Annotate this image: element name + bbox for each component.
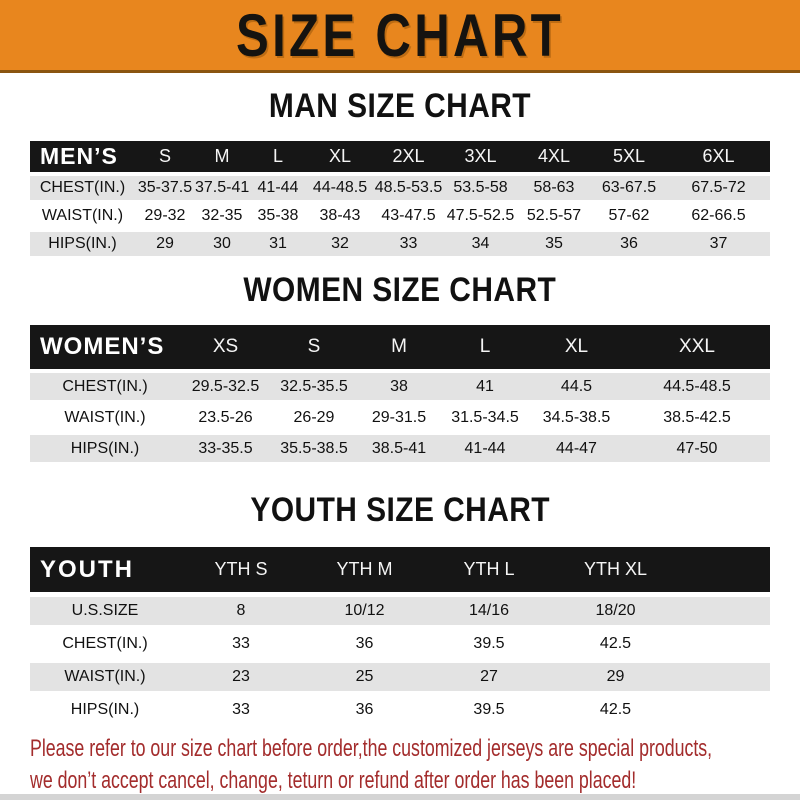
column-header: S: [158, 146, 171, 166]
column-header: M: [214, 146, 230, 166]
cell-value: 37: [709, 235, 728, 252]
cell-value: 25: [355, 668, 374, 685]
cell-value: 35: [545, 235, 563, 252]
cell-value: 30: [213, 235, 231, 252]
cell-value: 38-43: [319, 207, 361, 224]
cell-value: 23.5-26: [198, 408, 253, 426]
column-header: L: [272, 146, 283, 166]
cell-value: 44-48.5: [312, 179, 368, 196]
cell-value: 32.5-35.5: [280, 377, 348, 395]
cell-value: 29-32: [144, 207, 186, 224]
cell-value: 29.5-32.5: [191, 377, 260, 395]
cell-value: 38.5-42.5: [663, 408, 731, 426]
column-header: XS: [212, 336, 239, 357]
table-header-row: [30, 547, 770, 592]
table-row: [30, 696, 770, 724]
table-header-row: [30, 325, 770, 369]
cell-value: 41-44: [464, 439, 506, 457]
table-row: [30, 597, 770, 625]
cell-value: 29-31.5: [371, 408, 427, 426]
column-header: YTH L: [463, 559, 515, 579]
man-section-heading: [0, 88, 800, 124]
cell-value: 38: [390, 377, 408, 395]
cell-value: 34: [471, 235, 490, 252]
cell-value: 35.5-38.5: [280, 439, 348, 457]
table-row: [30, 663, 770, 691]
cell-value: 36: [355, 701, 374, 718]
cell-value: 37.5-41: [195, 179, 250, 196]
women-size-table: [30, 325, 770, 462]
cell-value: 8: [236, 602, 246, 619]
cell-value: 34.5-38.5: [542, 408, 611, 426]
column-header: M: [391, 336, 407, 357]
table-name-label: MEN’S: [40, 143, 118, 169]
column-header: YTH M: [336, 559, 393, 579]
banner-title: SIZE CHART: [236, 1, 564, 69]
column-header: YTH XL: [583, 559, 648, 579]
column-header: 6XL: [702, 146, 735, 166]
cell-value: 62-66.5: [691, 207, 746, 224]
cell-value: 58-63: [533, 179, 575, 196]
cell-value: 48.5-53.5: [374, 179, 443, 196]
cell-value: 29: [606, 668, 625, 685]
row-label: WAIST(IN.): [64, 408, 146, 426]
women-heading-text: WOMEN SIZE CHART: [243, 271, 557, 309]
cell-value: 47.5-52.5: [446, 207, 515, 224]
row-label: HIPS(IN.): [70, 439, 140, 457]
column-header: 3XL: [464, 146, 497, 166]
column-header: 5XL: [612, 146, 646, 166]
cell-value: 47-50: [676, 439, 718, 457]
youth-section-heading: [0, 492, 800, 528]
column-header: YTH S: [214, 559, 268, 579]
row-label: CHEST(IN.): [62, 377, 148, 395]
disclaimer-line-1: Please refer to our size chart before order,the customized jerseys are special products,: [30, 735, 713, 762]
column-header: L: [479, 336, 491, 357]
cell-value: 38.5-41: [371, 439, 427, 457]
cell-value: 41-44: [257, 179, 299, 196]
cell-value: 44.5-48.5: [663, 377, 731, 395]
women-section-heading: [0, 272, 800, 308]
column-header: XL: [328, 146, 352, 166]
cell-value: 41: [476, 377, 494, 395]
cell-value: 39.5: [473, 635, 505, 652]
cell-value: 26-29: [293, 408, 335, 426]
cell-value: 31.5-34.5: [451, 408, 519, 426]
cell-value: 35-38: [257, 207, 299, 224]
cell-value: 18/20: [595, 602, 636, 619]
men-size-table: [30, 141, 770, 256]
table-header-row: [30, 141, 770, 172]
table-row: [30, 232, 770, 256]
table-row: [30, 176, 770, 200]
cell-value: 44.5: [560, 377, 593, 395]
row-label: HIPS(IN.): [48, 235, 117, 252]
cell-value: 23: [232, 668, 250, 685]
cell-value: 14/16: [468, 602, 510, 619]
row-label: WAIST(IN.): [41, 207, 124, 224]
table-name-label: WOMEN’S: [40, 333, 165, 360]
size-chart-banner: [0, 0, 800, 73]
cell-value: 32-35: [201, 207, 243, 224]
cell-value: 39.5: [473, 701, 505, 718]
column-header: S: [307, 336, 321, 357]
column-header: 2XL: [392, 146, 425, 166]
cell-value: 35-37.5: [137, 179, 193, 196]
cell-value: 52.5-57: [526, 207, 582, 224]
row-label: U.S.SIZE: [71, 602, 139, 619]
disclaimer-line-2: we don’t accept cancel, change, teturn or refund after order has been placed!: [30, 767, 637, 794]
cell-value: 10/12: [344, 602, 385, 619]
table-name-label: YOUTH: [40, 555, 134, 583]
cell-value: 63-67.5: [601, 179, 657, 196]
cell-value: 36: [620, 235, 638, 252]
cell-value: 42.5: [599, 635, 632, 652]
cell-value: 29: [156, 235, 174, 252]
man-heading-text: MAN SIZE CHART: [268, 87, 532, 125]
table-row: [30, 373, 770, 400]
row-label: CHEST(IN.): [62, 635, 148, 652]
cell-value: 32: [331, 235, 349, 252]
cell-value: 57-62: [608, 207, 650, 224]
cell-value: 33: [232, 701, 250, 718]
table-row: [30, 204, 770, 228]
cell-value: 36: [355, 635, 374, 652]
cell-value: 33-35.5: [198, 439, 253, 457]
cell-value: 33: [399, 235, 418, 252]
column-header: XL: [564, 336, 589, 357]
table-row: [30, 404, 770, 431]
cell-value: 67.5-72: [691, 179, 746, 196]
row-label: WAIST(IN.): [64, 668, 146, 685]
cell-value: 44-47: [556, 439, 597, 457]
cell-value: 31: [269, 235, 287, 252]
column-header: XXL: [679, 336, 715, 357]
cell-value: 43-47.5: [381, 207, 436, 224]
cell-value: 33: [232, 635, 250, 652]
cell-value: 53.5-58: [453, 179, 508, 196]
cell-value: 42.5: [599, 701, 632, 718]
table-row: [30, 435, 770, 462]
youth-size-table: [30, 547, 770, 724]
disclaimer-note: [30, 733, 800, 797]
column-header: 4XL: [537, 146, 571, 166]
table-row: [30, 630, 770, 658]
row-label: HIPS(IN.): [70, 701, 140, 718]
bottom-edge-strip: [0, 794, 800, 800]
cell-value: 27: [480, 668, 498, 685]
youth-heading-text: YOUTH SIZE CHART: [250, 491, 550, 529]
row-label: CHEST(IN.): [39, 179, 126, 196]
